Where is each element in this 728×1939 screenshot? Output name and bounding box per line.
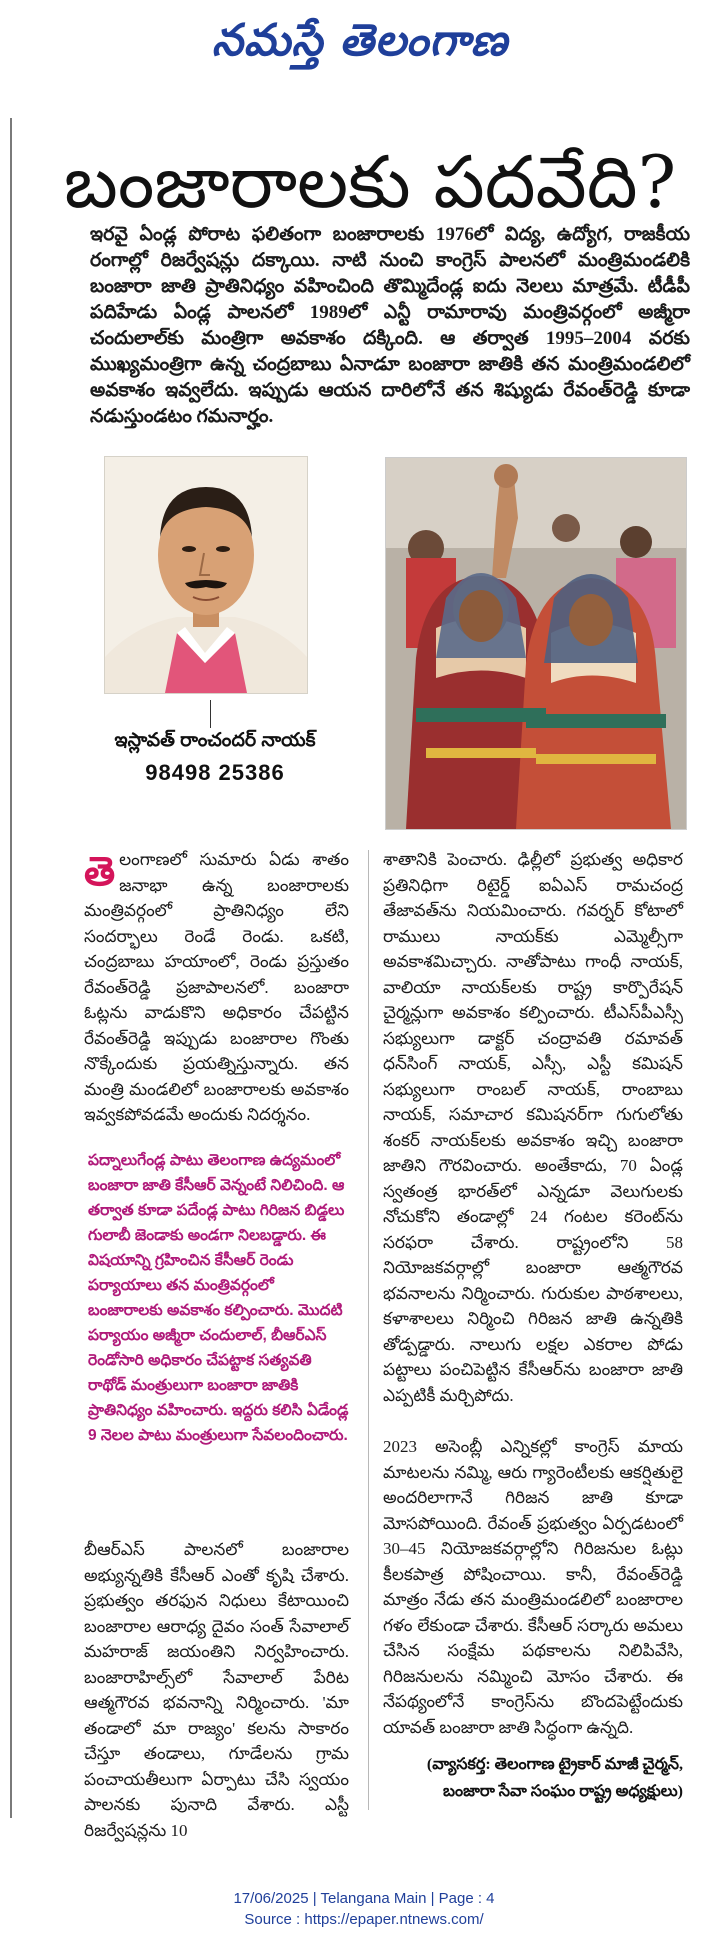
newspaper-masthead: నమస్తే తెలంగాణ bbox=[211, 15, 509, 66]
author-phone: 98498 25386 bbox=[145, 760, 285, 785]
author-byline bbox=[383, 1751, 683, 1805]
body-paragraph-1-text: లంగాణలో సుమారు ఏడు శాతం జనాభా ఉన్న బంజారాలకు మంత్రివర్గంలో ప్రాతినిధ్యం లేని సందర్భాలు రెండే రెండు. ఒకటి, చంద్రబాబు హయాంలో, రెండు ప్రస్తుతం రేవంత్‌రెడ్డి ప్రజాపాలనలో. బంజారా ఓట్లను వాడుకొని అధికారం చేపట్టిన రేవంత్‌రెడ్డి ఇప్పుడు బంజారాల గొంతు నొక్కేందుకు ప్రయత్నిస్తున్నారు. తన మంత్రి మండలిలో బంజారాలకు అవకాశం ఇవ్వకపోవడమే అందుకు నిదర్శనం. bbox=[84, 850, 349, 1124]
pull-quote: పద్నాలుగేండ్ల పాటు తెలంగాణ ఉద్యమంలో బంజారా జాతి కేసీఆర్ వెన్నంటే నిలిచింది. ఆ తర్వాత కూడా పదేండ్ల పాటు గిరిజన బిడ్డలు గులాబీ జెండాకు అండగా నిలబడ్డారు. ఈ విషయాన్ని గ్రహించిన కేసీఆర్ రెండు పర్యాయాలు తన మంత్రివర్గంలో బంజారాలకు అవకాశం కల్పించారు. మొదటి పర్యాయం అజ్మీరా చందులాల్, బీఆర్‌ఎస్ రెండోసారి అధికారం చేపట్టాక సత్యవతి రాథోడ్ మంత్రులుగా బంజారా జాతికి ప్రాతినిధ్యం వహించారు. ఇద్దరు కలిసి ఏడేండ్ల 9 నెలల పాటు మంత్రులుగా సేవలందించారు. bbox=[88, 1152, 349, 1444]
page-footer bbox=[0, 1888, 728, 1930]
byline-line-2: బంజారా సేవా సంఘం రాష్ట్ర అధ్యక్షులు) bbox=[442, 1783, 683, 1800]
left-margin-rule bbox=[10, 118, 12, 1818]
body-paragraph-1 bbox=[84, 847, 349, 1128]
drop-cap: తె bbox=[84, 849, 116, 895]
banjara-women-rally-photo bbox=[385, 457, 687, 830]
body-paragraph-2: బీఆర్‌ఎస్ పాలనలో బంజారాల అభ్యున్నతికి కేసీఆర్ ఎంతో కృషి చేశారు. ప్రభుత్వం తరఫున నిధులు కేటాయించి బంజారాల ఆరాధ్య దైవం సంత్ సేవాలాల్ మహరాజ్ జయంతిని నిర్వహించారు. బంజారాహిల్స్‌లో సేవాలాల్ పేరిట ఆత్మగౌరవ భవనాన్ని నిర్మించారు. 'మా తండాలో మా రాజ్యం' కలను సాకారం చేస్తూ తండాలు, గూడేలను గ్రామ పంచాయతీలుగా ఏర్పాటు చేసి స్వయం పాలనకు పునాది వేశారు. ఎస్టీ రిజర్వేషన్లను 10 bbox=[84, 1540, 349, 1840]
article-intro: ఇరవై ఏండ్ల పోరాట ఫలితంగా బంజారాలకు 1976లో విద్య, ఉద్యోగ, రాజకీయ రంగాల్లో రిజర్వేషన్లు దక్కాయి. నాటి నుంచి కాంగ్రెస్ పాలనలో మంత్రిమండలికి బంజారా జాతి ప్రాతినిధ్యం వహించింది తొమ్మిదేండ్ల ఐదు నెలలు మాత్రమే. టీడీపీ పదిహేడు ఏండ్ల పాలనలో 1989లో ఎన్టీ రామారావు మంత్రివర్గంలో అజ్మీరా చందులాల్‌కు మంత్రిగా అవకాశం దక్కింది. ఆ తర్వాత 1995–2004 వరకు ముఖ్యమంత్రిగా ఉన్న చంద్రబాబు ఏనాడూ బంజారా జాతికి తన మంత్రిమండలిలో అవకాశం ఇవ్వలేదు. ఇప్పుడు ఆయన దారిలోనే తన శిష్యుడు రేవంత్‌రెడ్డి కూడా నడుస్తుండటం గమనార్హం. bbox=[90, 224, 690, 427]
byline-line-1: (వ్యాసకర్త: తెలంగాణ ట్రైకార్ మాజీ చైర్మన్, bbox=[426, 1756, 683, 1773]
column-divider bbox=[368, 850, 369, 1810]
author-name: ఇస్లావత్ రాంచందర్ నాయక్ bbox=[114, 730, 316, 751]
author-caption-rule bbox=[210, 700, 211, 728]
article-headline: బంజారాలకు పదవేది? bbox=[63, 140, 677, 224]
footer-date-page: 17/06/2025 | Telangana Main | Page : 4 bbox=[233, 1890, 495, 1907]
author-photo bbox=[104, 456, 308, 694]
footer-source: Source : https://epaper.ntnews.com/ bbox=[244, 1911, 484, 1928]
body-paragraph-4: 2023 అసెంబ్లీ ఎన్నికల్లో కాంగ్రెస్ మాయ మాటలను నమ్మి, ఆరు గ్యారెంటీలకు ఆకర్షితులై అందరిలాగానే గిరిజన జాతి కూడా మోసపోయింది. రేవంత్ ప్రభుత్వం ఏర్పడటంలో 30–45 నియోజకవర్గాల్లోని గిరిజనుల ఓట్లు కీలకపాత్ర పోషించాయి. కానీ, రేవంత్‌రెడ్డి మాత్రం నేడు తన మంత్రిమండలిలో బంజారాల గళం లేకుండా చేశారు. కేసీఆర్ సర్కారు అమలు చేసిన సంక్షేమ పథకాలను నిలిపివేసి, గిరిజనులను నమ్మించి మోసం చేశారు. ఈ నేపథ్యంలోనే కాంగ్రెస్‌ను బొందపెట్టేందుకు యావత్ బంజారా జాతి సిద్ధంగా ఉన్నది. bbox=[383, 1437, 683, 1737]
body-paragraph-3: శాతానికి పెంచారు. ఢిల్లీలో ప్రభుత్వ అధికార ప్రతినిధిగా రిటైర్డ్ ఐఏఎస్ రామచంద్ర తేజావత్‌ను నియమించారు. గవర్నర్ కోటాలో రాములు నాయక్‌కు ఎమ్మెల్సీగా అవకాశమిచ్చారు. నాతోపాటు గాంధీ నాయక్, వాలియా నాయక్‌లకు రాష్ట్ర కార్పొరేషన్ చైర్మన్లుగా అవకాశం కల్పించారు. టీఎస్‌పీఎస్సీ సభ్యులుగా డాక్టర్ చంద్రావతి రమావత్ ధన్‌సింగ్ నాయక్, ఎస్సీ, ఎస్టీ కమిషన్ సభ్యులుగా రాంబల్ నాయక్, రాంబాబు నాయక్, సమాచార కమిషనర్‌గా గుగులోతు శంకర్ నాయక్‌లకు అవకాశం ఇచ్చి బంజారా జాతిని గౌరవించారు. అంతేకాదు, 70 ఏండ్ల స్వతంత్ర భారత్‌లో ఎన్నడూ వెలుగులకు నోచుకోని తండాల్లో 24 గంటల కరెంట్‌ను సరఫరా చేశారు. రాష్ట్రంలోని 58 నియోజకవర్గాల్లో బంజారా ఆత్మగౌరవ భవనాలను నిర్మించారు. గురుకుల పాఠశాలలు, కళాశాలలు నిర్మించి గిరిజన జాతి ఉన్నతికి తోడ్పడ్డారు. నాలుగు లక్షల ఎకరాల పోడు పట్టాలు పంచిపెట్టిన కేసీఆర్‌ను బంజారా జాతి ఎప్పటికీ మర్చిపోదు. bbox=[383, 850, 683, 1405]
